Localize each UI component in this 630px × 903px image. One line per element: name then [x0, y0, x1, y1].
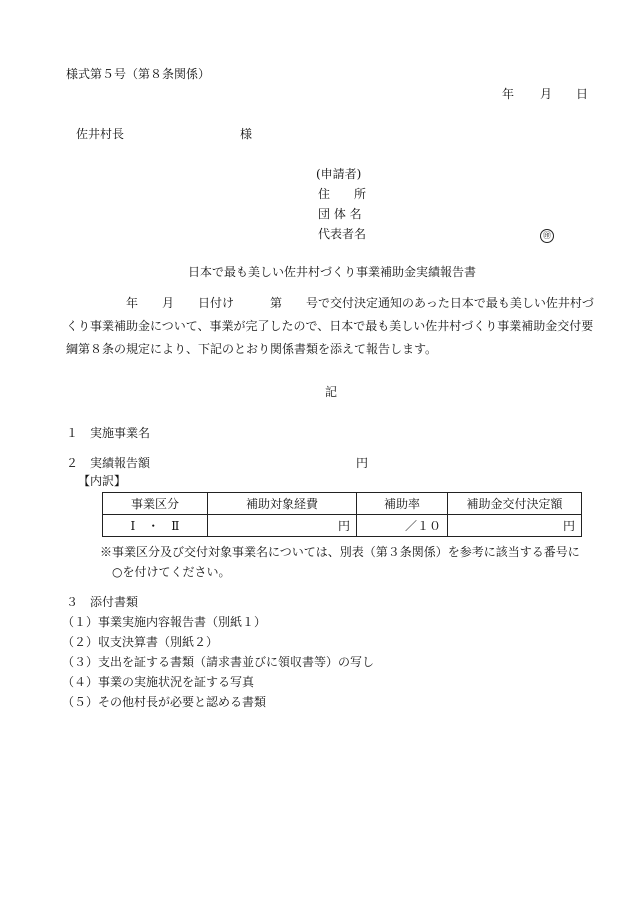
attachment-item-3: （３）支出を証する書類（請求書並びに領収書等）の写し: [62, 655, 375, 669]
addressee-honorific: 様: [240, 127, 253, 141]
cell-amount: 円: [448, 515, 582, 537]
breakdown-table: [102, 492, 582, 537]
section-3-label: ３ 添付書類: [66, 595, 139, 609]
section-2-label: ２ 実績報告額: [66, 456, 151, 470]
seal-mark: [540, 226, 554, 243]
attachment-item-2: （２）収支決算書（別紙２）: [62, 635, 219, 649]
attachment-item-1: （１）事業実施内容報告書（別紙１）: [62, 615, 267, 629]
applicant-group-label: 団 体 名: [318, 207, 362, 221]
section-1-label: １ 実施事業名: [66, 426, 151, 440]
applicant-rep-label: 代表者名: [318, 227, 367, 241]
applicant-address-label: 住 所: [318, 187, 367, 201]
date-year: 年: [502, 87, 515, 101]
body-paragraph: [66, 292, 594, 361]
date-day: 日: [576, 87, 589, 101]
header-rate: 補助率: [357, 493, 448, 515]
date-month: 月: [540, 87, 553, 101]
note-line-1: ※事業区分及び交付対象事業名については、別表（第３条関係）を参考に該当する番号に: [100, 545, 580, 559]
seal-icon: ㊞: [540, 229, 554, 243]
body-line-1: 年 月 日付け 第 号で交付決定通知のあった日本で最も美しい佐井村づ: [66, 296, 594, 310]
addressee-name: 佐井村長: [76, 127, 125, 141]
ki-heading: 記: [325, 385, 338, 399]
cell-category: Ⅰ ・ Ⅱ: [103, 515, 208, 537]
breakdown-label: 【内訳】: [78, 474, 127, 488]
form-number: 様式第５号（第８条関係）: [66, 67, 211, 81]
attachment-item-4: （４）事業の実施状況を証する写真: [62, 675, 255, 689]
attachment-item-5: （５）その他村長が必要と認める書類: [62, 695, 267, 709]
report-amount-unit: 円: [356, 456, 369, 470]
breakdown-data-row: [103, 515, 582, 537]
header-amount: 補助金交付決定額: [448, 493, 582, 515]
body-line-3: 綱第８条の規定により、下記のとおり関係書類を添えて報告します。: [66, 342, 438, 356]
note-line-2: ○を付けてください。: [112, 565, 231, 579]
applicant-heading: (申請者): [316, 167, 362, 181]
body-line-2: くり事業補助金について、事業が完了したので、日本で最も美しい佐井村づくり事業補助金交付要: [66, 319, 594, 333]
cell-cost: 円: [208, 515, 357, 537]
header-category: 事業区分: [103, 493, 208, 515]
header-cost: 補助対象経費: [208, 493, 357, 515]
breakdown-header-row: [103, 493, 582, 515]
cell-rate: ／１０: [357, 515, 448, 537]
document-title: 日本で最も美しい佐井村づくり事業補助金実績報告書: [188, 265, 477, 279]
